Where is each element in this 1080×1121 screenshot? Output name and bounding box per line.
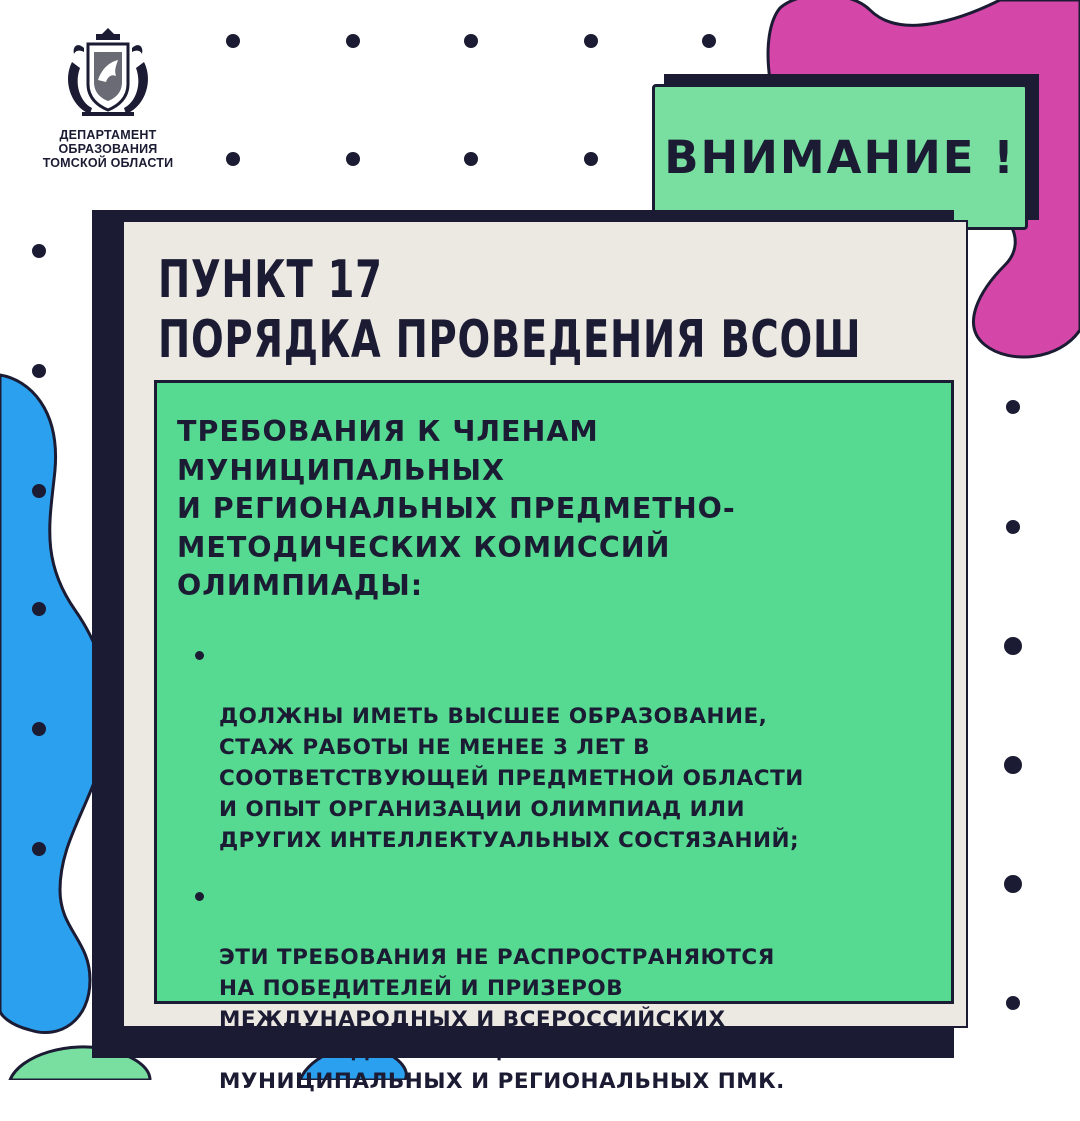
dot: [32, 602, 46, 616]
department-logo: [38, 22, 178, 170]
dot: [584, 152, 598, 166]
coat-of-arms-icon: [62, 22, 154, 122]
department-name: [38, 128, 178, 170]
requirements-heading: ТРЕБОВАНИЯ К ЧЛЕНАМ МУНИЦИПАЛЬНЫХ И РЕГИОНАЛЬНЫХ ПРЕДМЕТНО- МЕТОДИЧЕСКИХ КОМИССИЙ ОЛИМПИАДЫ:: [177, 415, 736, 602]
dot: [1004, 875, 1022, 893]
dot: [32, 244, 46, 258]
bullet-icon: [195, 892, 204, 901]
requirements-list: [195, 639, 935, 1121]
dot: [32, 484, 46, 498]
card-title: [158, 250, 861, 370]
dot: [1006, 996, 1020, 1010]
attention-text: ВНИМАНИЕ !: [664, 130, 1016, 184]
dot: [346, 34, 360, 48]
logo-line: ДЕПАРТАМЕНТ: [59, 128, 157, 142]
logo-line: ТОМСКОЙ ОБЛАСТИ: [42, 156, 174, 170]
dot: [584, 34, 598, 48]
info-card: [122, 220, 968, 1094]
bullet-icon: [195, 651, 204, 660]
list-item-text: ЭТИ ТРЕБОВАНИЯ НЕ РАСПРОСТРАНЯЮТСЯ НА ПОБЕДИТЕЛЕЙ И ПРИЗЕРОВ МЕЖДУНАРОДНЫХ И ВСЕРОССИЙСКИХ ОЛИМПИАД ЯВЛЯЮЩИХСЯ ЧЛЕНАМИ МУНИЦИПАЛЬНЫХ И РЕГИОНАЛЬНЫХ ПМК.: [219, 945, 785, 1094]
dot: [464, 152, 478, 166]
dot: [1004, 637, 1022, 655]
attention-badge: [652, 84, 1028, 230]
list-item-text: ДОЛЖНЫ ИМЕТЬ ВЫСШЕЕ ОБРАЗОВАНИЕ, СТАЖ РАБОТЫ НЕ МЕНЕЕ 3 ЛЕТ В СООТВЕТСТВУЮЩЕЙ ПРЕДМЕТНОЙ ОБЛАСТИ И ОПЫТ ОРГАНИЗАЦИИ ОЛИМПИАД ИЛИ ДРУГИХ ИНТЕЛЛЕКТУАЛЬНЫХ СОСТЯЗАНИЙ;: [219, 704, 804, 853]
dot: [346, 152, 360, 166]
card-title-line: ПОРЯДКА ПРОВЕДЕНИЯ ВСОШ: [158, 310, 862, 370]
list-item: [195, 880, 935, 1097]
dot: [1006, 400, 1020, 414]
logo-line: ОБРАЗОВАНИЯ: [58, 142, 158, 156]
dot: [226, 34, 240, 48]
card-title-line: ПУНКТ 17: [158, 250, 383, 310]
dot: [464, 34, 478, 48]
dot: [32, 722, 46, 736]
requirements-panel: [154, 380, 954, 1094]
dot: [226, 152, 240, 166]
dot: [1004, 756, 1022, 774]
dot: [1006, 520, 1020, 534]
dot: [702, 34, 716, 48]
dot: [32, 842, 46, 856]
dot: [32, 364, 46, 378]
list-item: [195, 639, 935, 856]
